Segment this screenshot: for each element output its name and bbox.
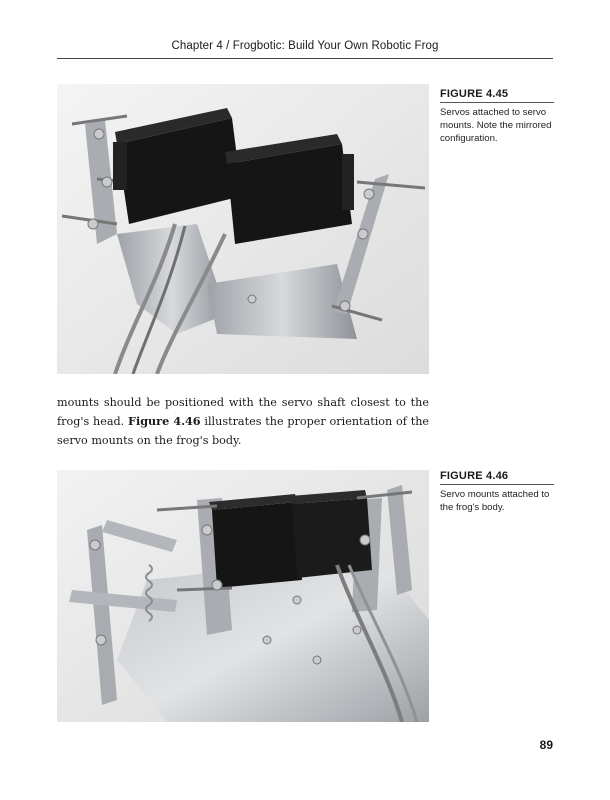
figure-4-45-rule [440,102,554,103]
figure-4-45-label: FIGURE 4.45 [440,88,509,100]
figure-4-46-caption: Servo mounts attached to the frog's body. [440,489,550,513]
figure-4-45-photo [57,84,429,374]
figure-4-46-rule [440,484,554,485]
body-text-before-ref: mounts should be positioned with the servo shaft closest to the frog's head. [57,396,429,428]
body-paragraph [57,393,429,450]
figure-reference: Figure 4.46 [128,414,201,428]
figure-4-46-photo [57,470,429,722]
figure-4-45-caption: Servos attached to servo mounts. Note the mirrored configuration. [440,107,552,144]
figure-4-46-label: FIGURE 4.46 [440,470,509,482]
page-number: 89 [539,738,553,752]
body-text-after-ref: illustrates the proper orientation of the servo mounts on the frog's body. [57,415,430,447]
header-rule [57,58,553,59]
running-head: Chapter 4 / Frogbotic: Build Your Own Robotic Frog [171,40,439,52]
